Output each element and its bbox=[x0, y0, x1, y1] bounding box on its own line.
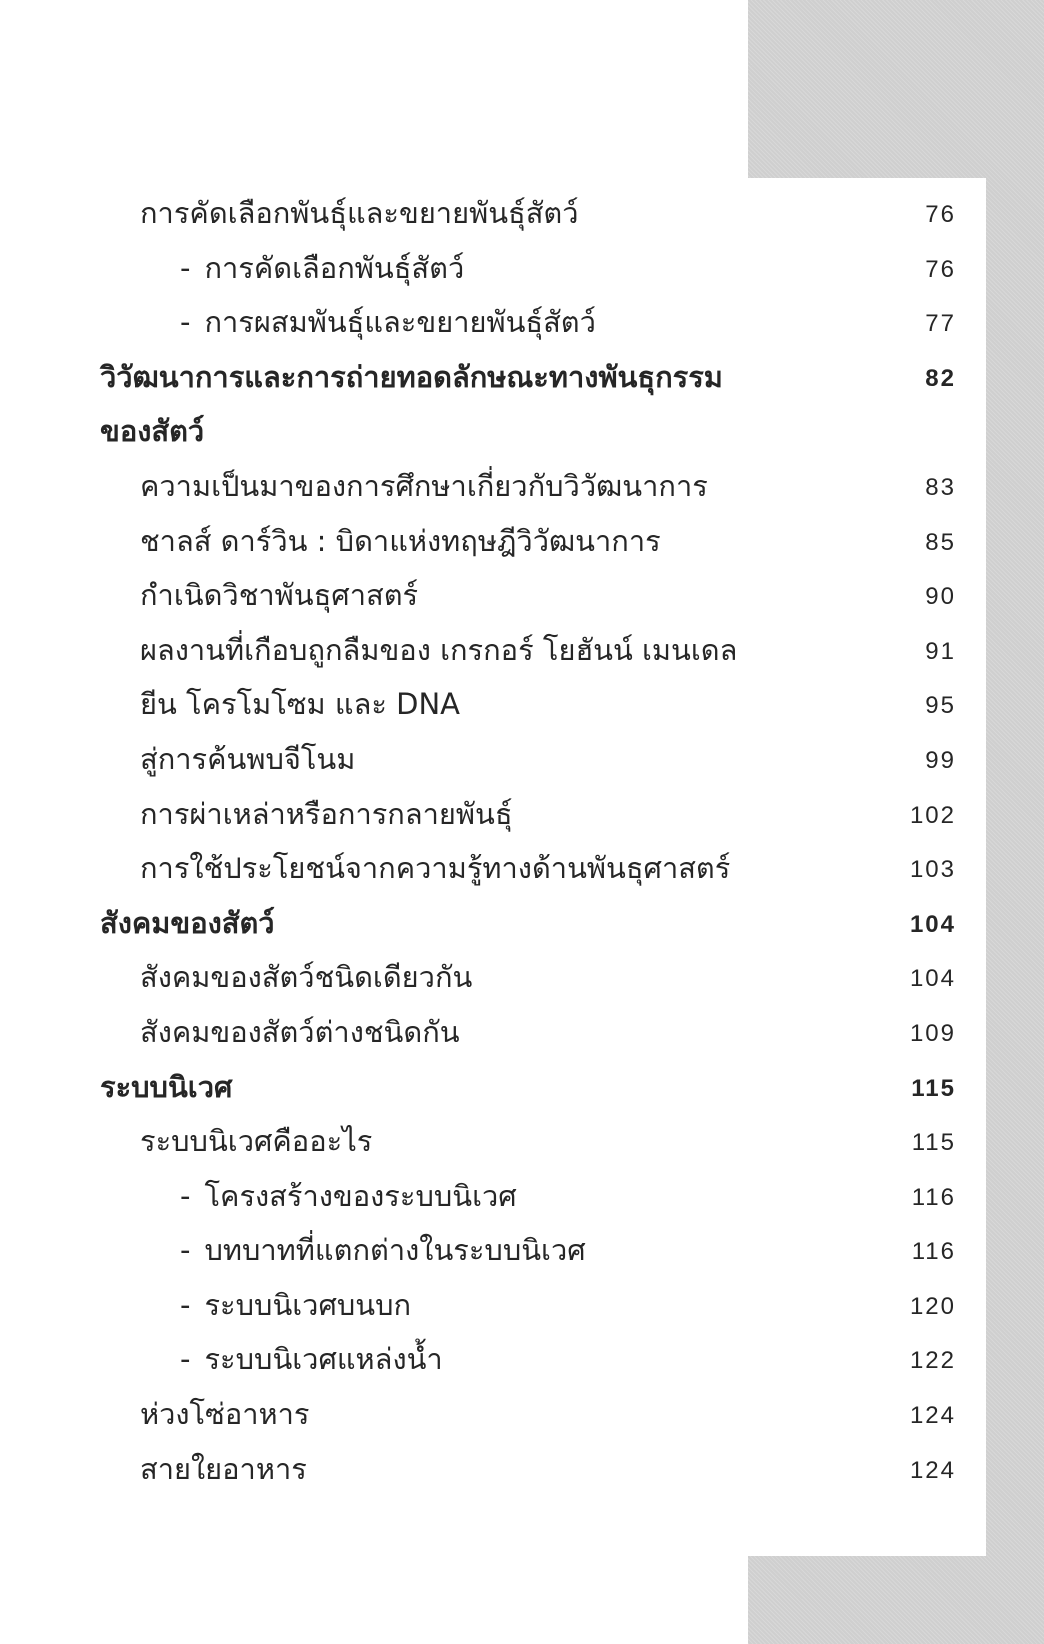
toc-entry-row bbox=[0, 299, 986, 354]
toc-entry-title bbox=[100, 1070, 232, 1104]
toc-page-number: 104 bbox=[909, 910, 956, 938]
toc-entry-label: ชาลส์ ดาร์วิน : บิดาแห่งทฤษฎีวิวัฒนาการ bbox=[140, 523, 661, 558]
toc-entry-row bbox=[0, 245, 986, 300]
content-top-area bbox=[0, 0, 748, 180]
toc-page-number: 82 bbox=[925, 364, 956, 392]
toc-entry-title bbox=[100, 360, 723, 394]
toc-entry-row bbox=[0, 572, 986, 627]
toc-bullet-dash: - bbox=[180, 1287, 191, 1322]
toc-page-number: 90 bbox=[925, 583, 956, 611]
toc-page-number: 102 bbox=[909, 801, 956, 829]
toc-entry-label: ระบบนิเวศคืออะไร bbox=[140, 1124, 373, 1159]
toc-entry-title bbox=[180, 1342, 443, 1376]
toc-entry-label: สู่การค้นพบจีโนม bbox=[140, 741, 356, 776]
toc-entry-title bbox=[140, 469, 708, 503]
toc-page-number: 124 bbox=[909, 1402, 956, 1430]
toc-entry-row bbox=[0, 954, 986, 1009]
toc-page-number: 104 bbox=[909, 965, 956, 993]
toc-entry-row bbox=[0, 1446, 986, 1501]
toc-entry-label: ห่วงโซ่อาหาร bbox=[140, 1397, 310, 1432]
toc-entry-row bbox=[0, 1391, 986, 1446]
toc-entry-label: ระบบนิเวศบนบก bbox=[204, 1287, 412, 1322]
toc-entry-row bbox=[0, 1118, 986, 1173]
toc-entry-row bbox=[0, 190, 986, 245]
toc-page-number: 116 bbox=[911, 1238, 956, 1266]
toc-bullet-dash: - bbox=[180, 1178, 191, 1213]
toc-page-number: 124 bbox=[909, 1456, 956, 1484]
toc-entry-title bbox=[100, 906, 275, 940]
toc-bullet-dash: - bbox=[180, 305, 191, 340]
toc-entry-label: การคัดเลือกพันธุ์สัตว์ bbox=[204, 250, 465, 285]
toc-page-number: 85 bbox=[925, 528, 956, 556]
toc-section-row bbox=[0, 1064, 986, 1119]
toc-entry-row bbox=[0, 463, 986, 518]
toc-entry-title bbox=[140, 633, 737, 667]
toc-entry-row bbox=[0, 518, 986, 573]
toc-entry-title bbox=[140, 851, 730, 885]
toc-section-row bbox=[0, 900, 986, 955]
toc-page-number: 76 bbox=[925, 255, 956, 283]
toc-entry-row bbox=[0, 845, 986, 900]
toc-entry-title bbox=[180, 1288, 411, 1322]
toc-entry-label: สังคมของสัตว์ bbox=[100, 905, 275, 940]
toc-entry-label: สังคมของสัตว์ชนิดเดียวกัน bbox=[140, 960, 473, 995]
content-bottom-area bbox=[0, 1554, 748, 1644]
toc-entry-label: ระบบนิเวศ bbox=[100, 1069, 233, 1104]
toc-entry-label: ของสัตว์ bbox=[100, 414, 205, 449]
toc-page-number: 115 bbox=[911, 1129, 956, 1157]
toc-entry-label: ผลงานที่เกือบถูกลืมของ เกรกอร์ โยฮันน์ เมนเดล bbox=[140, 632, 738, 667]
toc-entry-title bbox=[140, 524, 661, 558]
toc-entry-label: การใช้ประโยชน์จากความรู้ทางด้านพันธุศาสตร์ bbox=[140, 851, 731, 886]
toc-entry-title bbox=[140, 797, 513, 831]
toc-entry-row bbox=[0, 1282, 986, 1337]
toc-entry-label: ความเป็นมาของการศึกษาเกี่ยวกับวิวัฒนาการ bbox=[140, 468, 708, 503]
toc-page-number: 83 bbox=[925, 473, 956, 501]
toc-page-number: 95 bbox=[925, 692, 956, 720]
toc-entry-title bbox=[180, 1179, 517, 1213]
toc-entry-title bbox=[180, 251, 464, 285]
toc-entry-row bbox=[0, 1336, 986, 1391]
toc-entry-title bbox=[140, 1397, 310, 1431]
toc-entry-row bbox=[0, 1173, 986, 1228]
toc-entry-title bbox=[140, 742, 355, 776]
toc-entry-label: โครงสร้างของระบบนิเวศ bbox=[204, 1178, 517, 1213]
toc-entry-label: ยีน โครโมโซม และ DNA bbox=[140, 687, 460, 722]
toc-page-number: 77 bbox=[925, 310, 956, 338]
toc-page-number: 103 bbox=[909, 856, 956, 884]
toc-entry-label: การผ่าเหล่าหรือการกลายพันธุ์ bbox=[140, 796, 513, 831]
toc-bullet-dash: - bbox=[180, 1233, 191, 1268]
toc-entry-label: ระบบนิเวศแหล่งน้ำ bbox=[204, 1342, 443, 1377]
toc-entry-label: บทบาทที่แตกต่างในระบบนิเวศ bbox=[204, 1233, 586, 1268]
toc-page-number: 116 bbox=[911, 1183, 956, 1211]
toc-entry-label: สังคมของสัตว์ต่างชนิดกัน bbox=[140, 1014, 460, 1049]
toc-page-number: 109 bbox=[909, 1019, 956, 1047]
toc-section-row bbox=[0, 408, 986, 463]
toc-entry-row bbox=[0, 1009, 986, 1064]
toc-entry-row bbox=[0, 1227, 986, 1282]
toc-entry-title bbox=[140, 687, 460, 721]
toc-entry-row bbox=[0, 681, 986, 736]
toc-entry-title bbox=[180, 1233, 586, 1267]
toc-entry-label: การคัดเลือกพันธุ์และขยายพันธุ์สัตว์ bbox=[140, 196, 579, 230]
toc-entry-label: วิวัฒนาการและการถ่ายทอดลักษณะทางพันธุกรรม bbox=[100, 359, 723, 394]
toc-bullet-dash: - bbox=[180, 250, 191, 285]
toc-entry-label: การผสมพันธุ์และขยายพันธุ์สัตว์ bbox=[204, 305, 596, 340]
toc-entry-title bbox=[140, 960, 472, 994]
toc-entry-row bbox=[0, 627, 986, 682]
toc-entry-title bbox=[140, 578, 418, 612]
toc-page-number: 122 bbox=[909, 1347, 956, 1375]
toc-entry-label: สายใยอาหาร bbox=[140, 1451, 307, 1486]
toc-page-number: 115 bbox=[911, 1074, 956, 1102]
toc-entry-title bbox=[140, 1015, 460, 1049]
toc-page-number: 76 bbox=[925, 201, 956, 228]
toc-section-row bbox=[0, 354, 986, 409]
toc-entry-title bbox=[140, 1452, 307, 1486]
toc-entry-title bbox=[180, 305, 596, 339]
toc-entry-title bbox=[100, 414, 204, 448]
toc-page-number: 91 bbox=[925, 637, 956, 665]
toc-entry-row bbox=[0, 791, 986, 846]
toc-entry-row bbox=[0, 736, 986, 791]
toc-page-number: 99 bbox=[925, 746, 956, 774]
toc-entry-label: กำเนิดวิชาพันธุศาสตร์ bbox=[140, 578, 419, 613]
toc-entry-title bbox=[140, 196, 579, 230]
toc-bullet-dash: - bbox=[180, 1342, 191, 1377]
toc-page-number: 120 bbox=[909, 1292, 956, 1320]
table-of-contents bbox=[0, 190, 986, 1500]
toc-entry-title bbox=[140, 1124, 372, 1158]
